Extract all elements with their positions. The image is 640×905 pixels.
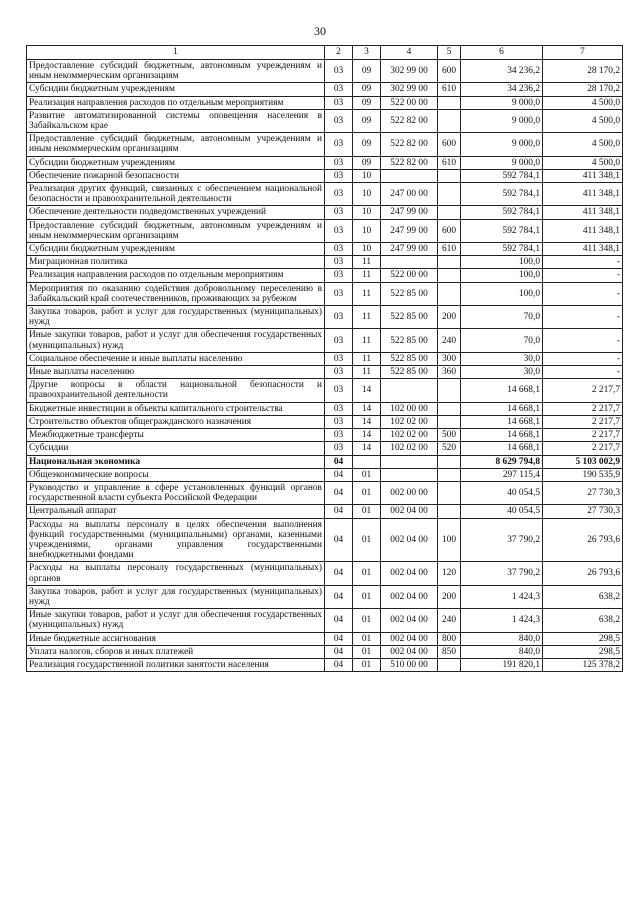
row-amount-col6: 9 000,0 — [461, 96, 543, 109]
row-amount-col7: 2 217,7 — [543, 429, 623, 442]
row-target-code: 247 99 00 — [381, 219, 438, 242]
row-amount-col6: 100,0 — [461, 282, 543, 305]
row-amount-col7: 4 500,0 — [543, 96, 623, 109]
page-number: 30 — [314, 24, 326, 38]
row-target-code — [381, 256, 438, 269]
row-expense-type — [438, 379, 461, 402]
row-section: 04 — [325, 455, 353, 468]
row-amount-col6: 9 000,0 — [461, 133, 543, 156]
table-row — [27, 183, 623, 206]
row-amount-col6: 37 790,2 — [461, 518, 543, 562]
table-row — [27, 415, 623, 428]
row-target-code: 522 85 00 — [381, 282, 438, 305]
row-section: 04 — [325, 518, 353, 562]
row-amount-col6: 70,0 — [461, 306, 543, 329]
row-section: 03 — [325, 402, 353, 415]
table-row — [27, 518, 623, 562]
row-amount-col6: 592 784,1 — [461, 206, 543, 219]
row-expense-type: 240 — [438, 329, 461, 352]
table-row — [27, 468, 623, 481]
row-name: Миграционная политика — [27, 256, 325, 269]
row-target-code: 102 00 00 — [381, 402, 438, 415]
row-section: 03 — [325, 183, 353, 206]
row-target-code: 247 99 00 — [381, 243, 438, 256]
row-target-code: 102 02 00 — [381, 429, 438, 442]
row-target-code: 522 00 00 — [381, 269, 438, 282]
row-amount-col7: - — [543, 269, 623, 282]
row-section: 04 — [325, 609, 353, 632]
row-amount-col7: 27 730,3 — [543, 481, 623, 504]
row-subsection: 14 — [353, 442, 381, 455]
row-subsection: 11 — [353, 282, 381, 305]
row-amount-col7: 28 170,2 — [543, 83, 623, 96]
row-name: Мероприятия по оказанию содействия добровольному переселению в Забайкальский край соотечественников, проживающих за рубежом — [27, 282, 325, 305]
row-name: Субсидии бюджетным учреждениям — [27, 243, 325, 256]
row-expense-type: 610 — [438, 243, 461, 256]
row-amount-col7: 28 170,2 — [543, 60, 623, 83]
row-target-code: 102 02 00 — [381, 415, 438, 428]
row-subsection: 10 — [353, 183, 381, 206]
table-row — [27, 256, 623, 269]
row-target-code: 247 00 00 — [381, 183, 438, 206]
row-name: Обеспечение пожарной безопасности — [27, 169, 325, 182]
row-subsection: 10 — [353, 219, 381, 242]
row-amount-col6: 840,0 — [461, 632, 543, 645]
row-subsection: 09 — [353, 96, 381, 109]
row-name: Субсидии бюджетным учреждениям — [27, 156, 325, 169]
row-amount-col6: 40 054,5 — [461, 505, 543, 518]
row-subsection: 14 — [353, 429, 381, 442]
header-cell: 1 — [27, 46, 325, 60]
row-amount-col7: 5 103 002,9 — [543, 455, 623, 468]
row-section: 04 — [325, 645, 353, 658]
table-row — [27, 442, 623, 455]
row-amount-col6: 70,0 — [461, 329, 543, 352]
table-row — [27, 156, 623, 169]
row-amount-col7: 4 500,0 — [543, 156, 623, 169]
row-amount-col6: 100,0 — [461, 269, 543, 282]
row-amount-col6: 592 784,1 — [461, 183, 543, 206]
header-row — [27, 46, 623, 60]
row-amount-col6: 100,0 — [461, 256, 543, 269]
row-amount-col7: - — [543, 282, 623, 305]
row-subsection: 11 — [353, 352, 381, 365]
row-amount-col7: 2 217,7 — [543, 415, 623, 428]
row-section: 03 — [325, 442, 353, 455]
row-section: 03 — [325, 109, 353, 132]
row-target-code — [381, 169, 438, 182]
row-target-code: 522 82 00 — [381, 109, 438, 132]
row-section: 03 — [325, 366, 353, 379]
row-name: Расходы на выплаты персоналу в целях обеспечения выполнения функций государственными (муниципальными) органами, казенными учреждениями, органами управления государственными внебюджетными фондами — [27, 518, 325, 562]
row-amount-col6: 592 784,1 — [461, 219, 543, 242]
row-target-code: 002 04 00 — [381, 645, 438, 658]
row-section: 03 — [325, 429, 353, 442]
row-subsection: 01 — [353, 658, 381, 671]
row-expense-type — [438, 183, 461, 206]
table-row — [27, 402, 623, 415]
row-subsection: 10 — [353, 206, 381, 219]
row-name: Уплата налогов, сборов и иных платежей — [27, 645, 325, 658]
row-name: Обеспечение деятельности подведомственных учреждений — [27, 206, 325, 219]
row-subsection: 11 — [353, 269, 381, 282]
row-amount-col7: 411 348,1 — [543, 169, 623, 182]
row-section: 03 — [325, 282, 353, 305]
row-amount-col7: 4 500,0 — [543, 133, 623, 156]
row-name: Руководство и управление в сфере установленных функций органов государственной власти субъекта Российской Федерации — [27, 481, 325, 504]
row-section: 03 — [325, 206, 353, 219]
row-expense-type — [438, 505, 461, 518]
header-cell: 7 — [543, 46, 623, 60]
row-name: Реализация государственной политики занятости населения — [27, 658, 325, 671]
row-target-code: 002 04 00 — [381, 609, 438, 632]
row-target-code: 522 82 00 — [381, 156, 438, 169]
row-amount-col7: - — [543, 329, 623, 352]
table-row — [27, 379, 623, 402]
row-expense-type — [438, 402, 461, 415]
table-row — [27, 505, 623, 518]
row-subsection: 10 — [353, 169, 381, 182]
row-amount-col6: 191 820,1 — [461, 658, 543, 671]
row-section: 04 — [325, 585, 353, 608]
row-name: Иные закупки товаров, работ и услуг для обеспечения государственных (муниципальных) нужд — [27, 329, 325, 352]
header-cell: 6 — [461, 46, 543, 60]
row-target-code — [381, 468, 438, 481]
table-row — [27, 169, 623, 182]
header-cell: 5 — [438, 46, 461, 60]
row-name: Развитие автоматизированной системы оповещения населения в Забайкальском крае — [27, 109, 325, 132]
row-amount-col7: 638,2 — [543, 609, 623, 632]
row-section: 04 — [325, 468, 353, 481]
row-section: 03 — [325, 329, 353, 352]
row-name: Закупка товаров, работ и услуг для государственных (муниципальных) нужд — [27, 585, 325, 608]
table-row — [27, 329, 623, 352]
table-row — [27, 306, 623, 329]
row-target-code: 522 00 00 — [381, 96, 438, 109]
row-subsection — [353, 455, 381, 468]
row-name: Расходы на выплаты персоналу государственных (муниципальных) органов — [27, 562, 325, 585]
row-section: 03 — [325, 219, 353, 242]
row-amount-col7: 190 535,9 — [543, 468, 623, 481]
row-subsection: 09 — [353, 133, 381, 156]
row-subsection: 01 — [353, 468, 381, 481]
row-subsection: 01 — [353, 562, 381, 585]
row-amount-col6: 297 115,4 — [461, 468, 543, 481]
row-expense-type: 600 — [438, 133, 461, 156]
row-name: Реализация других функций, связанных с обеспечением национальной безопасности и правоохранительной деятельности — [27, 183, 325, 206]
row-target-code — [381, 379, 438, 402]
row-amount-col7: 411 348,1 — [543, 243, 623, 256]
table-row — [27, 83, 623, 96]
row-section: 03 — [325, 256, 353, 269]
table-row — [27, 366, 623, 379]
row-amount-col7: 298,5 — [543, 632, 623, 645]
row-amount-col6: 14 668,1 — [461, 379, 543, 402]
table-row — [27, 133, 623, 156]
row-target-code: 522 85 00 — [381, 306, 438, 329]
row-amount-col7: 2 217,7 — [543, 402, 623, 415]
row-expense-type: 600 — [438, 60, 461, 83]
row-name: Иные закупки товаров, работ и услуг для обеспечения государственных (муниципальных) нужд — [27, 609, 325, 632]
row-amount-col7: 2 217,7 — [543, 442, 623, 455]
row-amount-col7: 298,5 — [543, 645, 623, 658]
table-row — [27, 645, 623, 658]
row-section: 04 — [325, 632, 353, 645]
row-subsection: 11 — [353, 329, 381, 352]
table-row — [27, 206, 623, 219]
row-subsection: 11 — [353, 306, 381, 329]
row-expense-type: 240 — [438, 609, 461, 632]
row-name: Субсидии — [27, 442, 325, 455]
row-expense-type — [438, 109, 461, 132]
row-subsection: 09 — [353, 83, 381, 96]
row-name: Общеэкономические вопросы — [27, 468, 325, 481]
row-target-code: 002 04 00 — [381, 505, 438, 518]
row-amount-col6: 1 424,3 — [461, 609, 543, 632]
row-amount-col6: 840,0 — [461, 645, 543, 658]
row-amount-col7: 125 378,2 — [543, 658, 623, 671]
row-amount-col6: 40 054,5 — [461, 481, 543, 504]
row-subsection: 14 — [353, 379, 381, 402]
row-section: 03 — [325, 269, 353, 282]
row-subsection: 01 — [353, 585, 381, 608]
row-amount-col6: 34 236,2 — [461, 60, 543, 83]
table-row — [27, 219, 623, 242]
row-expense-type: 610 — [438, 83, 461, 96]
row-expense-type — [438, 481, 461, 504]
row-section: 03 — [325, 83, 353, 96]
row-amount-col7: 2 217,7 — [543, 379, 623, 402]
row-section: 03 — [325, 156, 353, 169]
header-cell: 4 — [381, 46, 438, 60]
row-section: 04 — [325, 505, 353, 518]
row-name: Центральный аппарат — [27, 505, 325, 518]
row-amount-col7: 411 348,1 — [543, 206, 623, 219]
row-amount-col6: 592 784,1 — [461, 243, 543, 256]
row-amount-col6: 14 668,1 — [461, 429, 543, 442]
row-name: Предоставление субсидий бюджетным, автономным учреждениям и иным некоммерческим организациям — [27, 219, 325, 242]
row-name: Социальное обеспечение и иные выплаты населению — [27, 352, 325, 365]
row-expense-type: 120 — [438, 562, 461, 585]
table-row — [27, 96, 623, 109]
row-amount-col7: - — [543, 352, 623, 365]
row-subsection: 09 — [353, 109, 381, 132]
row-subsection: 11 — [353, 366, 381, 379]
row-target-code: 002 00 00 — [381, 481, 438, 504]
row-name: Иные бюджетные ассигнования — [27, 632, 325, 645]
row-target-code: 247 99 00 — [381, 206, 438, 219]
row-subsection: 09 — [353, 156, 381, 169]
row-section: 03 — [325, 306, 353, 329]
row-subsection: 01 — [353, 645, 381, 658]
row-expense-type: 200 — [438, 585, 461, 608]
table-row — [27, 429, 623, 442]
table-row — [27, 282, 623, 305]
row-section: 03 — [325, 133, 353, 156]
row-name: Предоставление субсидий бюджетным, автономным учреждениям и иным некоммерческим организациям — [27, 133, 325, 156]
row-section: 03 — [325, 243, 353, 256]
row-amount-col6: 1 424,3 — [461, 585, 543, 608]
row-amount-col7: - — [543, 256, 623, 269]
row-expense-type: 100 — [438, 518, 461, 562]
row-expense-type — [438, 256, 461, 269]
table-row — [27, 269, 623, 282]
row-subsection: 01 — [353, 632, 381, 645]
row-subsection: 11 — [353, 256, 381, 269]
row-target-code: 102 02 00 — [381, 442, 438, 455]
row-target-code: 302 99 00 — [381, 83, 438, 96]
row-section: 04 — [325, 562, 353, 585]
header-cell: 2 — [325, 46, 353, 60]
row-target-code: 002 04 00 — [381, 632, 438, 645]
row-expense-type — [438, 269, 461, 282]
row-amount-col7: 638,2 — [543, 585, 623, 608]
table-row — [27, 60, 623, 83]
row-subsection: 14 — [353, 402, 381, 415]
row-amount-col6: 9 000,0 — [461, 156, 543, 169]
row-amount-col7: - — [543, 366, 623, 379]
row-amount-col7: 27 730,3 — [543, 505, 623, 518]
budget-table — [26, 45, 623, 672]
table-row — [27, 455, 623, 468]
row-subsection: 14 — [353, 415, 381, 428]
row-amount-col7: 26 793,6 — [543, 518, 623, 562]
row-amount-col7: 4 500,0 — [543, 109, 623, 132]
row-amount-col6: 592 784,1 — [461, 169, 543, 182]
row-amount-col7: 411 348,1 — [543, 183, 623, 206]
row-expense-type: 520 — [438, 442, 461, 455]
row-subsection: 01 — [353, 505, 381, 518]
table-row — [27, 585, 623, 608]
row-expense-type: 800 — [438, 632, 461, 645]
row-expense-type: 600 — [438, 219, 461, 242]
row-amount-col6: 14 668,1 — [461, 402, 543, 415]
row-amount-col6: 30,0 — [461, 352, 543, 365]
table-row — [27, 609, 623, 632]
row-expense-type — [438, 96, 461, 109]
row-target-code: 522 85 00 — [381, 329, 438, 352]
row-target-code: 522 85 00 — [381, 366, 438, 379]
table-row — [27, 109, 623, 132]
row-name: Строительство объектов общегражданского назначения — [27, 415, 325, 428]
row-amount-col6: 30,0 — [461, 366, 543, 379]
row-name: Бюджетные инвестиции в объекты капитального строительства — [27, 402, 325, 415]
row-amount-col6: 14 668,1 — [461, 442, 543, 455]
row-name: Предоставление субсидий бюджетным, автономным учреждениям и иным некоммерческим организациям — [27, 60, 325, 83]
row-section: 03 — [325, 96, 353, 109]
row-name: Национальная экономика — [27, 455, 325, 468]
row-subsection: 10 — [353, 243, 381, 256]
table-row — [27, 632, 623, 645]
row-amount-col7: 411 348,1 — [543, 219, 623, 242]
row-expense-type — [438, 206, 461, 219]
row-expense-type — [438, 169, 461, 182]
row-section: 03 — [325, 415, 353, 428]
row-section: 04 — [325, 658, 353, 671]
row-name: Реализация направления расходов по отдельным мероприятиям — [27, 269, 325, 282]
row-subsection: 09 — [353, 60, 381, 83]
row-section: 04 — [325, 481, 353, 504]
row-target-code — [381, 455, 438, 468]
table-row — [27, 243, 623, 256]
row-expense-type: 610 — [438, 156, 461, 169]
row-expense-type — [438, 282, 461, 305]
row-section: 03 — [325, 60, 353, 83]
row-name: Закупка товаров, работ и услуг для государственных (муниципальных) нужд — [27, 306, 325, 329]
row-expense-type: 200 — [438, 306, 461, 329]
header-cell: 3 — [353, 46, 381, 60]
row-name: Реализация направления расходов по отдельным мероприятиям — [27, 96, 325, 109]
row-expense-type: 360 — [438, 366, 461, 379]
row-target-code: 002 04 00 — [381, 562, 438, 585]
row-target-code: 302 99 00 — [381, 60, 438, 83]
table-row — [27, 658, 623, 671]
row-subsection: 01 — [353, 518, 381, 562]
row-amount-col6: 37 790,2 — [461, 562, 543, 585]
row-expense-type: 850 — [438, 645, 461, 658]
row-target-code: 002 04 00 — [381, 585, 438, 608]
row-name: Другие вопросы в области национальной безопасности и правоохранительной деятельности — [27, 379, 325, 402]
row-section: 03 — [325, 352, 353, 365]
row-section: 03 — [325, 379, 353, 402]
row-subsection: 01 — [353, 481, 381, 504]
row-amount-col7: 26 793,6 — [543, 562, 623, 585]
row-amount-col6: 14 668,1 — [461, 415, 543, 428]
row-amount-col6: 34 236,2 — [461, 83, 543, 96]
row-expense-type — [438, 415, 461, 428]
row-amount-col6: 8 629 794,8 — [461, 455, 543, 468]
row-expense-type: 500 — [438, 429, 461, 442]
row-amount-col6: 9 000,0 — [461, 109, 543, 132]
row-name: Субсидии бюджетным учреждениям — [27, 83, 325, 96]
table-row — [27, 562, 623, 585]
row-section: 03 — [325, 169, 353, 182]
row-amount-col7: - — [543, 306, 623, 329]
table-row — [27, 481, 623, 504]
row-expense-type — [438, 658, 461, 671]
row-expense-type: 300 — [438, 352, 461, 365]
row-target-code: 522 85 00 — [381, 352, 438, 365]
row-subsection: 01 — [353, 609, 381, 632]
row-name: Иные выплаты населению — [27, 366, 325, 379]
row-expense-type — [438, 468, 461, 481]
row-expense-type — [438, 455, 461, 468]
row-target-code: 002 04 00 — [381, 518, 438, 562]
row-target-code: 522 82 00 — [381, 133, 438, 156]
row-name: Межбюджетные трансферты — [27, 429, 325, 442]
table-row — [27, 352, 623, 365]
row-target-code: 510 00 00 — [381, 658, 438, 671]
